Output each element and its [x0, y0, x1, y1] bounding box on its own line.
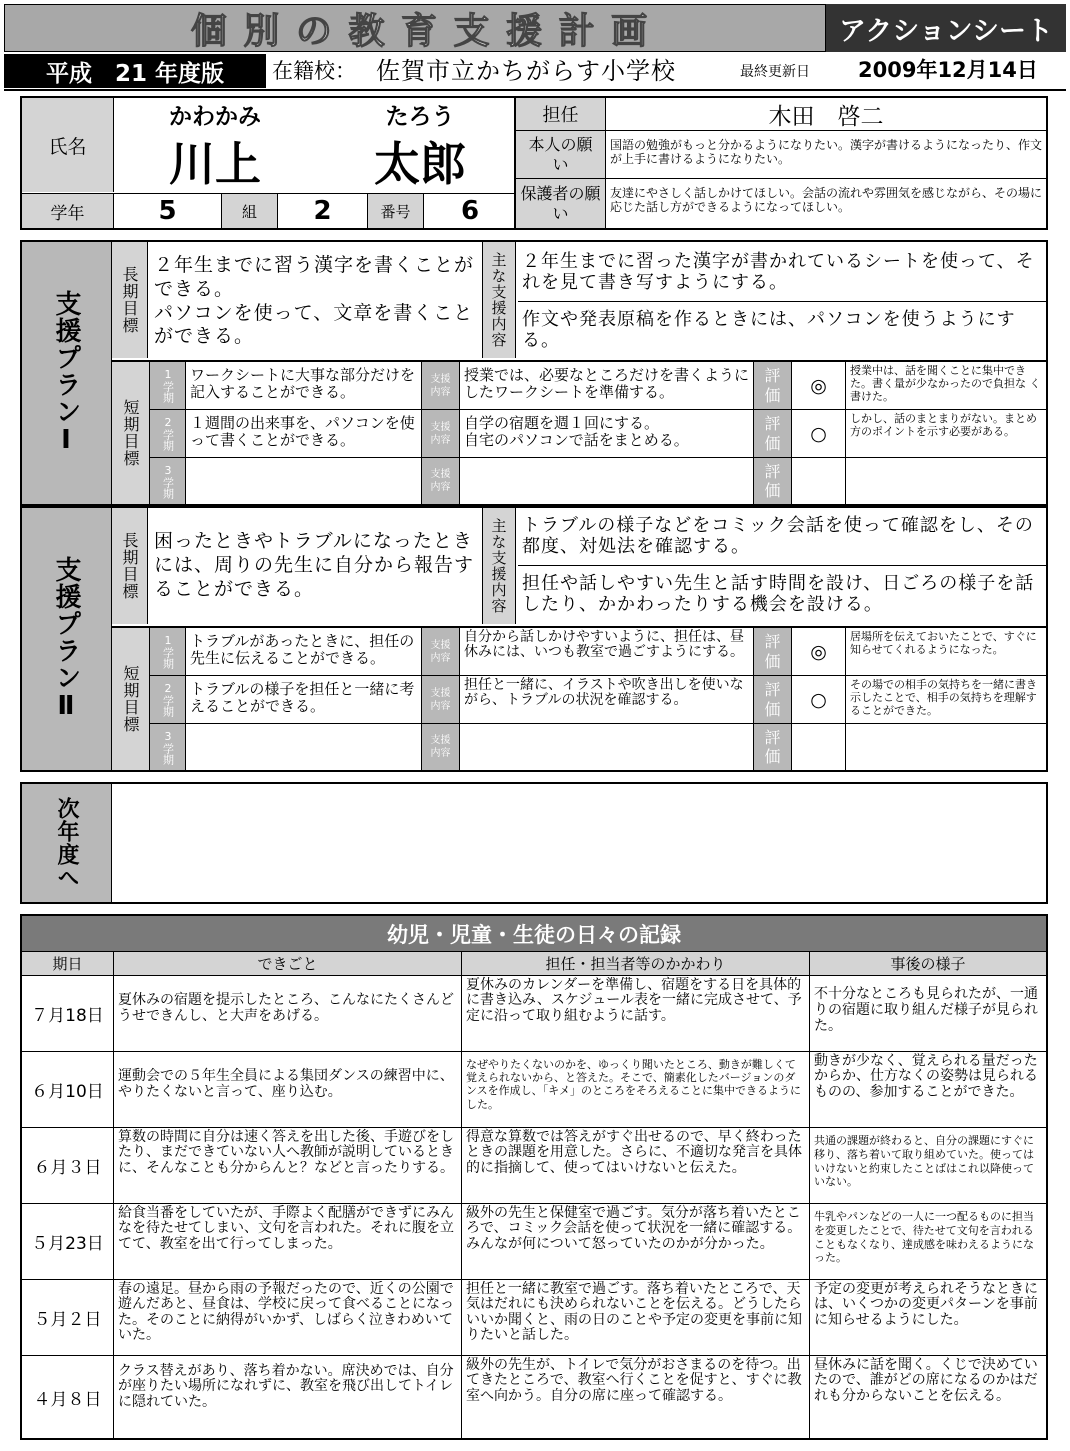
record-event: 春の遠足。昼から雨の予報だったので、近くの公園で遊んだあと、昼食は、学校に戻って食べることになった。そのことに納得がいかず、しばらく泣きわめいていた。 [114, 1280, 462, 1356]
plan2-term1-label [150, 628, 186, 676]
plan2-term3-support [460, 724, 754, 770]
plan2-term2-goal: トラブルの様子を担任と一緒に考えることができる。 [186, 676, 422, 724]
plan2-term2-support: 担任と一緒に、イラストや吹き出しを使いながら、トラブルの状況を確認する。 [460, 676, 754, 724]
plan1-term3-mark [792, 458, 846, 504]
record-event: 給食当番をしていたが、手際よく配膳ができずにみんなを待たせてしまい、文句を言われた。それに腹を立てて、教室を出て行ってしまった。 [114, 1204, 462, 1280]
support-label: 支援内容 [430, 735, 451, 759]
eval-label: 評価 [764, 366, 781, 405]
record-result: 動きが少なく、覚えられる量だったからか、仕方なくの姿勢は見られるものの、参加することができた。 [810, 1052, 1046, 1128]
plan1-term3-goal [186, 458, 422, 504]
plan1-term2-label [150, 410, 186, 458]
teacher-label: 担任 [516, 98, 606, 131]
record-action: 級外の先生と保健室で過ごす。気分が落ち着いたところで、コミック会話を使って状況を一緒に確認する。みんなが何について怒っていたのかが分かった。 [462, 1204, 810, 1280]
plan1-support-label: 主な支援内容 [489, 252, 508, 348]
plan1-term1-support-label [422, 362, 460, 410]
record-action: 担任と一緒に教室で過ごす。落ち着いたところで、天気はだれにも決められないことを伝える。どうしたらいいか聞くと、雨の日のことや予定の変更を事前に知りたいと話した。 [462, 1280, 810, 1356]
record-event: クラス替えがあり、落ち着かない。席決めでは、自分が座りたい場所になれずに、教室を飛び出してトイレに隠れていた。 [114, 1356, 462, 1438]
plan2-term2-note: その場での相手の気持ちを一緒に書き示したことで、相手の気持ちを理解することができた。 [850, 678, 1037, 718]
plan2-support-label: 主な支援内容 [489, 518, 508, 614]
record-result: 不十分なところも見られたが、一通りの宿題に取り組んだ様子が見られた。 [810, 976, 1046, 1052]
record-date: ６月10日 [22, 1052, 114, 1128]
given-name: 太郎 [374, 137, 466, 191]
plan2-support-label-cell [482, 508, 516, 624]
record-date: ４月８日 [22, 1356, 114, 1438]
support-label: 支援内容 [430, 639, 451, 664]
class-label: 組 [222, 193, 278, 228]
number-value: 6 [424, 193, 516, 228]
plan2-term3-eval-label [754, 724, 792, 770]
wish-guardian-label-text: 保護者の願い [520, 183, 601, 223]
records-title: 幼児・児童・生徒の日々の記録 [22, 916, 1046, 952]
plan1-term1-mark: ◎ [792, 362, 846, 410]
plan2-term2-eval-label [754, 676, 792, 724]
school-name: 佐賀市立かちがらす小学校 [376, 57, 676, 85]
header-rule [4, 89, 1066, 91]
grade-label: 学年 [22, 193, 114, 228]
plan1-term2-goal: １週間の出来事を、パソコンを使って書くことができる。 [186, 410, 422, 458]
record-action: 得意な算数では答えがすぐ出せるので、早く終わったときの課題を用意した。さらに、不適切な発言を具体的に指摘して、使ってはいけないと伝えた。 [462, 1128, 810, 1204]
wish-guardian-text: 友達にやさしく話しかけてほしい。会話の流れや雰囲気を感じながら、その場に応じた話し方ができるようになってほしい。 [610, 186, 1043, 214]
plan1-term1-goal: ワークシートに大事な部分だけを記入することができる。 [186, 362, 422, 410]
name-label: 氏名 [48, 135, 87, 158]
plan1-term2-note: しかし、話のまとまりがない。まとめ方のポイントを示す必要がある。 [850, 412, 1037, 439]
plan2-term1-support: 自分から話しかけやすいように、担任は、昼休みには、いつも教室で過ごすようにする。 [460, 628, 754, 676]
plan2-term1-note: 居場所を伝えておいたことで、すぐに知らせてくれるようになった。 [850, 630, 1037, 657]
year-badge: 平成 21 年度版 [4, 54, 266, 88]
col-date-header: 期日 [22, 952, 114, 976]
record-date: ６月３日 [22, 1128, 114, 1204]
family-kana: かわかみ [169, 103, 261, 130]
record-result: 牛乳やパンなどの一人に一つ配るものに担当を変更したことで、待たせて文句を言われることもなくなり、達成感を味わえるようになった。 [810, 1204, 1046, 1280]
plan1-support-a: ２年生までに習った漢字が書かれているシートを使って、それを見て書き写すようにする。 [518, 250, 1046, 302]
plan2-support-a: トラブルの様子などをコミック会話を使って確認をし、その都度、対処法を確認する。 [518, 514, 1046, 566]
record-result: 予定の変更が考えられそうなときには、いくつかの変更パターンを事前に知らせるようにした。 [810, 1280, 1046, 1356]
plan2-term1-eval-label [754, 628, 792, 676]
plan1-term1-note: 授業中は、話を聞くことに集中できた。書く量が少なかったので負担な く書けた。 [850, 364, 1041, 404]
sheet-label: アクションシート [826, 4, 1066, 52]
plan1-support-label-cell [482, 242, 516, 358]
updated-date: 2009年12月14日 [858, 58, 1038, 82]
plan2-short-label-cell [112, 628, 150, 770]
plan1-term2-eval-label [754, 410, 792, 458]
family-name: 川上 [169, 137, 261, 191]
plan2-short-label: 短期目標 [121, 665, 140, 733]
record-date: ７月18日 [22, 976, 114, 1052]
plan1-short-label-cell [112, 362, 150, 504]
plan1-long-goal: ２年生までに習う漢字を書くことができる。 パソコンを使って、文章を書くことができる。 [154, 254, 475, 348]
plan2-term2-label [150, 676, 186, 724]
plan1-term3-support [460, 458, 754, 504]
plan1-title: 支援プランⅠ [51, 290, 81, 456]
plan1-term3-label [150, 458, 186, 504]
wish-self-label [516, 131, 606, 179]
plan2-long-label: 長期目標 [120, 532, 139, 600]
plan2-term1-mark: ◎ [792, 628, 846, 676]
next-year-label-cell [22, 784, 112, 902]
page-title: 個 別 の 教 育 支 援 計 画 [190, 10, 650, 52]
next-year-label: 次年度へ [54, 797, 79, 889]
wish-guardian-label [516, 179, 606, 228]
plan2-term1-goal: トラブルがあったときに、担任の先生に伝えることができる。 [186, 628, 422, 676]
plan1-term2-support: 自学の宿題を週１回にする。 自宅のパソコンで話をまとめる。 [460, 410, 754, 458]
plan1-long-label-cell [112, 242, 148, 358]
plan1-term1-label [150, 362, 186, 410]
wish-self-text: 国語の勉強がもっと分かるようになりたい。漢字が書けるようになったり、作文が上手に書けるようになりたい。 [606, 131, 1046, 179]
next-year-text [114, 786, 1044, 900]
col-action-header: 担任・担当者等のかかわり [462, 952, 810, 976]
plan2-term2-mark: ○ [792, 676, 846, 724]
eval-label: 評価 [764, 461, 781, 500]
plan2-term3-label [150, 724, 186, 770]
plan1-title-cell [22, 242, 112, 504]
plan2-title-cell [22, 508, 112, 770]
support-label: 支援内容 [430, 421, 451, 446]
plan2-title: 支援プランⅡ [51, 556, 81, 722]
support-label: 支援内容 [430, 469, 451, 493]
record-event: 運動会での５年生全員による集団ダンスの練習中に、やりたくないと言って、座り込む。 [114, 1052, 462, 1128]
plan1-term1-support: 授業では、必要なところだけを書くようにしたワークシートを準備する。 [460, 362, 754, 410]
record-result: 共通の課題が終わると、自分の課題にすぐに移り、落ち着いて取り組めていた。使ってはいけないと約束したことばはこれ以降使っていない。 [810, 1128, 1046, 1204]
term-label: 1学期 [161, 634, 175, 669]
eval-label: 評価 [764, 414, 781, 453]
plan1-term1-eval-label [754, 362, 792, 410]
record-event: 算数の時間に自分は速く答えを出した後、手遊びをしたり、まだできていない人へ教師が説明しているときに、そんなことも分からんと？などと言ったりする。 [114, 1128, 462, 1204]
plan1-term3-support-label [422, 458, 460, 504]
plan2-long-label-cell [112, 508, 148, 624]
plan1-term2-support-label [422, 410, 460, 458]
plan2-term3-support-label [422, 724, 460, 770]
record-action: なぜやりたくないのかを、ゆっくり聞いたところ、動きが難しくて覚えられないから、と答えた。そこで、簡素化したバージョンのダンスを作成し、「キメ」のところをそろえることに集中できるようにした。 [462, 1052, 810, 1128]
eval-label: 評価 [764, 632, 781, 671]
wish-self-label-text: 本人の願い [528, 134, 593, 174]
teacher-name: 木田 啓二 [606, 98, 1046, 131]
term-label: 2学期 [161, 682, 175, 717]
plan1-support-b: 作文や発表原稿を作るときには、パソコンを使うようにする。 [522, 309, 1016, 351]
updated-label: 最終更新日 [740, 64, 810, 80]
record-result: 昼休みに話を聞く。くじで決めていたので、誰がどの席になるのかはだれも分からないことを伝える。 [814, 1357, 1038, 1404]
record-date: ５月23日 [22, 1204, 114, 1280]
plan1-term3-note [846, 458, 1046, 504]
record-action: 級外の先生が、トイレで気分がおさまるのを待つ。出てきたところで、教室へ行くことを促すと、すぐに教室へ向かう。自分の席に座って確認する。 [462, 1356, 810, 1438]
eval-label: 評価 [764, 727, 781, 766]
given-kana: たろう [385, 103, 455, 130]
plan1-long-label: 長期目標 [120, 266, 139, 334]
plan1-term2-mark: ○ [792, 410, 846, 458]
name-label-cell [22, 98, 114, 192]
plan2-long-goal: 困ったときやトラブルになったときには、周りの先生に自分から報告することができる。 [154, 530, 475, 600]
plan2-term3-goal [186, 724, 422, 770]
col-event-header: できごと [114, 952, 462, 976]
plan2-term3-mark [792, 724, 846, 770]
plan2-support-b: 担任や話しやすい先生と話す時間を設け、日ごろの様子を話したり、かかわったりする機会を設ける。 [522, 573, 1035, 615]
record-date: ５月２日 [22, 1280, 114, 1356]
term-label: 2学期 [161, 416, 175, 451]
eval-label: 評価 [764, 680, 781, 719]
plan2-term3-note [846, 724, 1046, 770]
support-label: 支援内容 [430, 687, 451, 712]
record-event: 夏休みの宿題を提示したところ、こんなにたくさんどうせできんし、と大声をあげる。 [114, 976, 462, 1052]
plan1-term3-eval-label [754, 458, 792, 504]
school-label: 在籍校： [272, 59, 356, 83]
term-label: 3学期 [161, 463, 175, 499]
grade-value: 5 [114, 193, 222, 228]
plan2-term2-support-label [422, 676, 460, 724]
col-result-header: 事後の様子 [810, 952, 1046, 976]
term-label: 1学期 [161, 368, 175, 403]
record-action: 夏休みのカレンダーを準備し、宿題をする日を具体的に書き込み、スケジュール表を一緒に完成させて、予定に沿って取り組むように話す。 [462, 976, 810, 1052]
number-label: 番号 [368, 193, 424, 228]
plan1-short-label: 短期目標 [121, 399, 140, 467]
class-value: 2 [278, 193, 368, 228]
term-label: 3学期 [161, 729, 175, 765]
plan2-term1-support-label [422, 628, 460, 676]
support-label: 支援内容 [430, 373, 451, 398]
